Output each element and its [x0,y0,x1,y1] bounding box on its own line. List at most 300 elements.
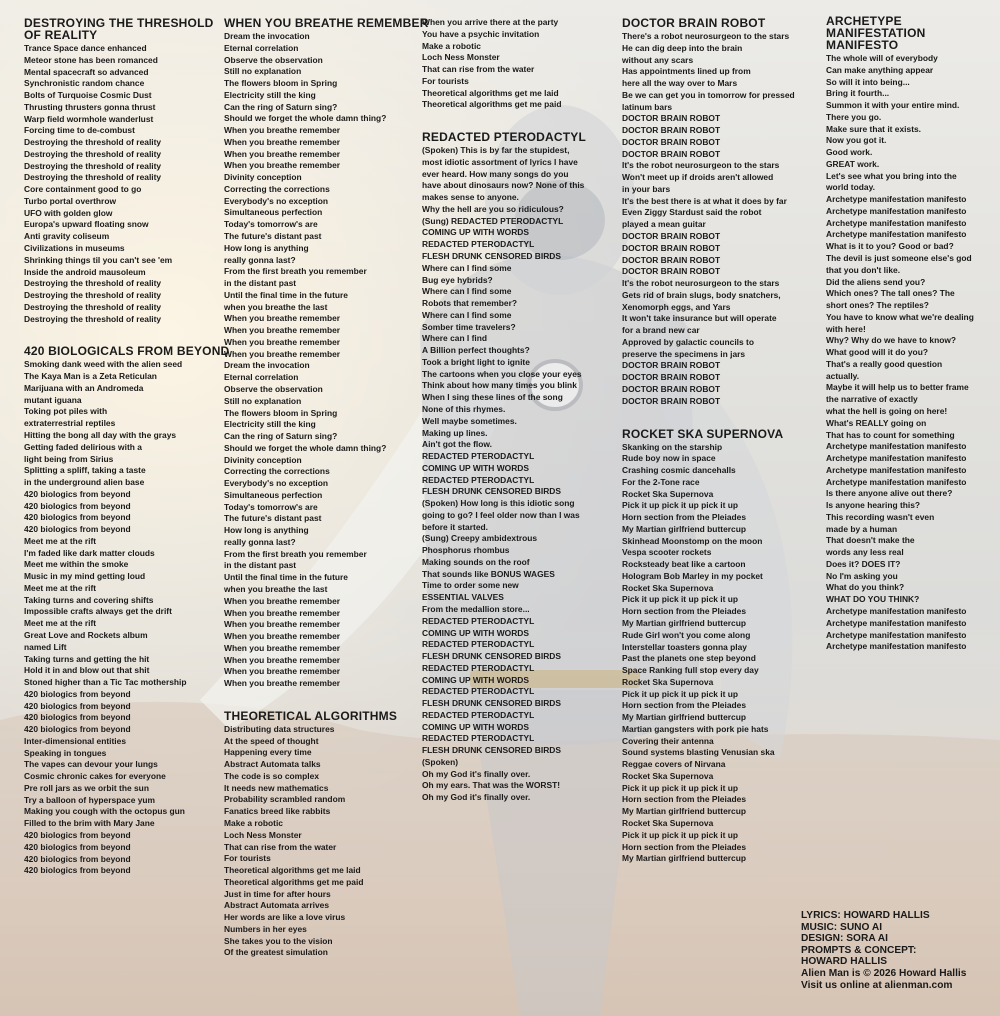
lyric-line: The Kaya Man is a Zeta Reticulan [24,371,157,382]
lyric-line: Theoretical algorithms get me laid [422,87,559,98]
lyric-line: Rocket Ska Supernova [622,770,714,781]
lyric-line: DESIGN: SORA AI [801,933,888,945]
lyric-line: Think about how many times you blink [422,380,577,391]
lyric-line: Destroying the threshold of reality [24,290,162,301]
lyric-line: Marijuana with an Andromeda [24,382,144,393]
lyric-line: No I'm asking you [826,570,898,581]
lyric-line: GREAT work. [826,158,880,169]
lyric-line: DOCTOR BRAIN ROBOT [622,266,721,277]
song-rocket-ska-supernova [622,428,798,866]
lyric-line: What good will it do you? [826,347,928,358]
lyric-line: Theoretical algorithms get me paid [422,99,562,110]
lyric-line: DOCTOR BRAIN ROBOT [622,254,721,265]
lyric-line: When you breathe remember [224,607,341,618]
lyric-line: Observe the observation [224,54,323,65]
lyric-line: most idiotic assortment of lyrics I have [422,156,578,167]
lyric-line: Hold it in and blow out that shit [24,665,150,676]
lyric-line: Dream the invocation [224,360,310,371]
lyric-line: Distributing data structures [224,723,335,734]
lyric-line: Rocket Ska Supernova [622,582,714,593]
lyric-line: Until the final time in the future [224,572,349,583]
lyrics-column-1 [24,17,229,897]
lyric-line: Can the ring of Saturn sing? [224,431,338,442]
lyric-line: Did the aliens send you? [826,276,926,287]
lyric-line: How long is anything [224,242,309,253]
lyric-line: It's the robot neurosurgeon to the stars [622,160,780,171]
lyric-line: actually. [826,370,860,381]
lyric-line: FLESH DRUNK CENSORED BIRDS [422,251,561,262]
lyric-line: The flowers bloom in Spring [224,78,338,89]
lyric-line: Where can I find [422,333,488,344]
lyric-line: Bolts of Turquoise Cosmic Dust [24,90,152,101]
lyric-line: Skinhead Moonstomp on the moon [622,535,763,546]
lyric-line: Let's see what you bring into the [826,170,957,181]
lyric-line: Interstellar toasters gonna play [622,641,747,652]
lyric-line: Horn section from the Pleiades [622,606,747,617]
lyric-line: Oh my ears. That was the WORST! [422,780,561,791]
lyric-line: Warp field wormhole wanderlust [24,113,154,124]
lyric-line: Reggae covers of Nirvana [622,759,726,770]
lyric-line: Alien Man is © 2026 Howard Hallis [801,967,967,979]
lyric-line: (Spoken) This is by far the stupidest, [422,145,570,156]
lyric-line: Past the planets one step beyond [622,653,756,664]
lyric-line: Music in my mind getting loud [24,571,146,582]
lyric-line: Correcting the corrections [224,183,330,194]
song-lyrics [24,359,229,877]
lyric-line: When you breathe remember [224,654,341,665]
lyric-line: That can rise from the water [422,64,535,75]
song-title: ROCKET SKA SUPERNOVA [622,426,784,441]
lyric-line: 420 biologics from beyond [24,712,131,723]
lyric-line: 420 biologics from beyond [24,724,131,735]
lyric-line: My Martian girlfriend buttercup [622,806,747,817]
lyric-line: Sound systems blasting Venusian ska [622,747,775,758]
lyric-line: Loch Ness Monster [224,829,302,840]
lyric-line: COMING UP WITH WORDS [422,627,529,638]
lyric-line: Great Love and Rockets album [24,629,148,640]
lyric-line: From the medallion store... [422,603,530,614]
lyric-line: Divinity conception [224,454,302,465]
lyric-line: UFO with golden glow [24,207,113,218]
lyric-line: The code is so complex [224,770,320,781]
lyric-line: It's the best there is at what it does by far [622,195,787,206]
lyric-line: ever heard. How many songs do you [422,168,569,179]
lyric-line: Core containment good to go [24,184,142,195]
lyric-line: Can the ring of Saturn sing? [224,101,338,112]
lyric-line: Archetype manifestation manifesto [826,229,967,240]
lyric-line: Took a bright light to ignite [422,356,530,367]
lyric-line: mutant iguana [24,394,82,405]
lyric-line: (Spoken) [422,756,459,767]
lyric-line: Phosphorus rhombus [422,545,510,556]
lyric-line: COMING UP WITH WORDS [422,227,529,238]
lyric-line: REDACTED PTERODACTYL [422,615,535,626]
lyric-line: LYRICS: HOWARD HALLIS [801,910,930,921]
lyric-line: Just in time for after hours [224,888,331,899]
lyric-line: Observe the observation [224,383,323,394]
lyric-line: My Martian girlfriend buttercup [622,712,747,723]
lyric-line: Pre roll jars as we orbit the sun [24,782,149,793]
lyric-line: What is it to you? Good or bad? [826,241,954,252]
lyric-line: before it started. [422,521,488,532]
lyric-line: For the 2-Tone race [622,476,700,487]
song-title: REDACTED PTERODACTYL [422,130,587,145]
lyric-line: Still no explanation [224,66,302,77]
lyric-line: Inside the android mausoleum [24,266,146,277]
lyric-line: Destroying the threshold of reality [24,172,162,183]
lyric-line: COMING UP WITH WORDS [422,674,529,685]
lyric-line: that you don't like. [826,264,901,275]
lyric-line: That can rise from the water [224,841,337,852]
lyric-line: That has to count for something [826,429,955,440]
lyric-line: Xenomorph eggs, and Yars [622,301,731,312]
lyric-line: Time to order some new [422,580,519,591]
lyric-line: Making up lines. [422,427,488,438]
lyric-line: DOCTOR BRAIN ROBOT [622,383,721,394]
lyric-line: 420 biologics from beyond [24,865,131,876]
lyric-line: Oh my God it's finally over. [422,768,531,779]
song-lyrics [24,43,229,325]
lyric-line: FLESH DRUNK CENSORED BIRDS [422,486,561,497]
lyric-line: COMING UP WITH WORDS [422,721,529,732]
lyric-line: Hitting the bong all day with the grays [24,429,177,440]
lyric-line: Maybe it will help us to better frame [826,382,969,393]
lyric-line: Trance Space dance enhanced [24,43,147,53]
lyric-line: REDACTED PTERODACTYL [422,709,535,720]
lyric-line: Should we forget the whole damn thing? [224,442,387,453]
lyric-line: When you breathe remember [224,325,341,336]
song-title: DESTROYING THE THRESHOLD OF REALITY [24,16,214,42]
lyric-line: For tourists [422,75,469,86]
lyric-line: Turbo portal overthrow [24,195,117,206]
song-title: DOCTOR BRAIN ROBOT [622,16,766,30]
lyric-line: Destroying the threshold of reality [24,160,162,171]
lyric-line: When you arrive there at the party [422,17,559,27]
lyric-line: It won't take insurance but will operate [622,313,777,324]
lyric-line: Horn section from the Pleiades [622,841,747,852]
lyric-line: Simultaneous perfection [224,207,323,218]
lyric-line: DOCTOR BRAIN ROBOT [622,360,721,371]
lyric-line: There's a robot neurosurgeon to the stars [622,31,790,41]
lyric-line: Destroying the threshold of reality [24,148,162,159]
song-420-biologicals [24,345,229,877]
lyric-line: DOCTOR BRAIN ROBOT [622,148,721,159]
song-doctor-brain-robot [622,17,798,408]
song-title: THEORETICAL ALGORITHMS [224,708,398,723]
lyric-line: Simultaneous perfection [224,489,323,500]
lyric-line: in your bars [622,183,671,194]
lyric-line: Shrinking things til you can't see 'em [24,254,173,265]
lyric-line: Crashing cosmic dancehalls [622,465,736,476]
lyric-line: REDACTED PTERODACTYL [422,733,535,744]
lyric-line: Does it? DOES IT? [826,558,901,569]
lyric-line: From the first breath you remember [224,266,367,277]
song-title: WHEN YOU BREATHE REMEMBER [224,16,429,30]
lyric-line: have about dinosaurs now? None of this [422,180,585,191]
lyric-line: At the speed of thought [224,735,319,746]
lyric-line: Approved by galactic councils to [622,336,754,347]
lyric-line: Has appointments lined up from [622,66,751,77]
lyric-line: Meet me at the rift [24,618,97,629]
lyric-line: When you breathe remember [224,336,341,347]
lyric-line: Probability scrambled random [224,794,346,805]
lyric-line: Martian gangsters with pork pie hats [622,723,769,734]
lyric-line: Make a robotic [422,40,481,51]
lyric-line: DOCTOR BRAIN ROBOT [622,231,721,242]
lyric-line: Ain't got the flow. [422,439,492,450]
lyric-line: My Martian girlfriend buttercup [622,523,747,534]
lyric-line: REDACTED PTERODACTYL [422,239,535,250]
lyric-line: The devil is just someone else's god [826,253,972,264]
lyric-line: Good work. [826,147,873,158]
lyrics-column-3 [422,17,588,824]
lyric-line: When you breathe remember [224,148,341,159]
lyric-line: Why? Why do we have to know? [826,335,957,346]
lyric-line: Rocket Ska Supernova [622,488,714,499]
lyric-line: 420 biologics from beyond [24,488,131,499]
lyric-line: Pick it up pick it up pick it up [622,594,739,605]
lyric-line: Thrusting thrusters gonna thrust [24,101,156,112]
lyric-line: 420 biologics from beyond [24,500,131,511]
lyric-line: DOCTOR BRAIN ROBOT [622,125,721,136]
lyric-line: REDACTED PTERODACTYL [422,686,535,697]
lyric-line: Destroying the threshold of reality [24,301,162,312]
lyric-line: FLESH DRUNK CENSORED BIRDS [422,745,561,756]
lyric-line: Why the hell are you so ridiculous? [422,203,564,214]
lyric-line: He can dig deep into the brain [622,42,743,53]
lyric-line: in the underground alien base [24,477,145,488]
lyric-line: Archetype manifestation manifesto [826,217,967,228]
lyric-line: with here! [826,323,866,334]
song-lyrics [224,31,429,690]
lyrics-column-2 [224,17,429,979]
lyric-line: HOWARD HALLIS [801,956,887,968]
lyric-line: Today's tomorrow's are [224,219,318,230]
lyric-line: I'm faded like dark matter clouds [24,547,155,558]
lyric-line: Archetype manifestation manifesto [826,476,967,487]
lyric-line: DOCTOR BRAIN ROBOT [622,395,721,406]
lyric-line: Archetype manifestation manifesto [826,205,967,216]
lyric-line: Pick it up pick it up pick it up [622,782,739,793]
lyric-line: The future's distant past [224,513,322,524]
lyric-line: Impossible crafts always get the drift [24,606,172,617]
lyric-line: Splitting a spliff, taking a taste [24,465,146,476]
lyric-line: Try a balloon of hyperspace yum [24,794,156,805]
lyric-line: Archetype manifestation manifesto [826,605,967,616]
lyric-line: light being from Sirius [24,453,114,464]
lyric-line: Hologram Bob Marley in my pocket [622,570,763,581]
lyric-line: in the distant past [224,278,297,289]
lyric-line: Space Ranking full stop every day [622,665,759,676]
lyric-line: Synchronistic random chance [24,78,145,89]
lyric-line: Bring it fourth... [826,88,890,99]
lyric-line: FLESH DRUNK CENSORED BIRDS [422,698,561,709]
lyric-line: DOCTOR BRAIN ROBOT [622,113,721,124]
lyric-line: The flowers bloom in Spring [224,407,338,418]
lyric-line: latinum bars [622,101,673,112]
lyric-line: DOCTOR BRAIN ROBOT [622,136,721,147]
lyric-line: Loch Ness Monster [422,52,500,63]
lyric-line: Which ones? The tall ones? The [826,288,955,299]
lyric-line: There you go. [826,111,882,122]
lyric-line: the narrative of exactly [826,394,918,405]
lyric-line: Divinity conception [224,172,302,183]
lyric-line: 420 biologics from beyond [24,841,131,852]
lyric-line: When you breathe remember [224,313,341,324]
lyric-line: When you breathe remember [224,125,341,136]
lyrics-column-4 [622,17,798,885]
lyric-line: Covering their antenna [622,735,714,746]
lyric-line: Speaking in tongues [24,747,107,758]
song-lyrics [422,17,588,111]
lyric-line: When you breathe remember [224,678,341,689]
lyric-line: REDACTED PTERODACTYL [422,639,535,650]
lyric-line: 420 biologics from beyond [24,688,131,699]
song-theoretical-algorithms-continued [422,17,588,111]
lyric-line: REDACTED PTERODACTYL [422,451,535,462]
lyric-line: Rocksteady beat like a cartoon [622,559,746,570]
lyric-line: Archetype manifestation manifesto [826,617,967,628]
lyric-line: DOCTOR BRAIN ROBOT [622,242,721,253]
lyric-line: Rocket Ska Supernova [622,676,714,687]
song-title: ARCHETYPE MANIFESTATION MANIFESTO [826,14,926,52]
lyric-line: When you breathe remember [224,160,341,171]
lyric-line: really gonna last? [224,254,296,265]
lyrics-column-5 [826,15,996,673]
lyric-line: Cosmic chronic cakes for everyone [24,771,166,782]
lyric-line: REDACTED PTERODACTYL [422,474,535,485]
lyric-line: Everybody's no exception [224,195,329,206]
lyric-line: played a mean guitar [622,219,706,230]
lyric-line: Eternal correlation [224,42,299,53]
song-when-you-breathe-remember [224,17,429,690]
lyric-line: Of the greatest simulation [224,947,328,958]
lyric-line: Horn section from the Pleiades [622,794,747,805]
lyric-line: When you breathe remember [224,348,341,359]
lyric-line: Should we forget the whole damn thing? [224,113,387,124]
lyric-line: COMING UP WITH WORDS [422,462,529,473]
lyric-line: 420 biologics from beyond [24,700,131,711]
lyric-line: Meet me at the rift [24,582,97,593]
lyric-line: Pick it up pick it up pick it up [622,688,739,699]
lyric-line: named Lift [24,641,67,652]
song-lyrics [422,145,588,804]
lyric-line: Make a robotic [224,818,283,828]
song-archetype-manifestation-manifesto [826,15,996,653]
lyric-line: Archetype manifestation manifesto [826,641,967,652]
lyric-line: Skanking on the starship [622,441,723,452]
lyric-line: Archetype manifestation manifesto [826,441,967,452]
lyric-line: When you breathe remember [224,642,341,653]
lyric-line: Theoretical algorithms get me laid [224,865,361,876]
lyric-line: Horn section from the Pleiades [622,512,747,523]
lyric-line: Everybody's no exception [224,478,329,489]
lyric-line: Meet me at the rift [24,535,97,546]
lyric-line: Vespa scooter rockets [622,547,712,558]
lyric-line: Destroying the threshold of reality [24,313,162,324]
lyric-line: Oh my God it's finally over. [422,792,531,803]
lyric-line: Archetype manifestation manifesto [826,453,967,464]
lyric-line: My Martian girlfriend buttercup [622,853,747,864]
lyric-line: Summon it with your entire mind. [826,100,960,111]
lyric-line: Theoretical algorithms get me paid [224,876,364,887]
lyric-line: Eternal correlation [224,372,299,383]
lyric-line: here all the way over to Mars [622,78,738,89]
lyric-line: makes sense to anyone. [422,192,519,203]
lyric-line: When you breathe remember [224,136,341,147]
lyric-line: This recording wasn't even [826,511,935,522]
lyric-line: going to go? I feel older now than I was [422,509,580,520]
song-theoretical-algorithms [224,710,429,959]
lyric-line: 420 biologics from beyond [24,830,131,840]
song-lyrics [622,442,798,866]
lyric-line: Now you got it. [826,135,887,146]
lyric-line: extraterrestrial reptiles [24,418,116,429]
lyric-line: Europa's upward floating snow [24,219,149,230]
lyric-line: without any scars [622,54,694,65]
lyric-line: None of this rhymes. [422,403,506,414]
lyric-line: Visit us online at alienman.com [801,979,953,991]
lyric-line: Even Ziggy Stardust said the robot [622,207,762,218]
lyric-line: That sounds like BONUS WAGES [422,568,555,579]
lyric-line: Won't meet up if droids aren't allowed [622,172,774,183]
lyric-line: When I sing these lines of the song [422,392,563,403]
lyric-line: Somber time travelers? [422,321,516,332]
lyric-line: When you breathe remember [224,595,341,606]
lyric-line: For tourists [224,853,271,864]
lyric-line: From the first breath you remember [224,548,367,559]
lyric-line: Is there anyone alive out there? [826,488,953,499]
lyric-line: words any less real [826,547,904,558]
lyric-line: Be we can get you in tomorrow for pressed [622,89,795,100]
lyric-line: Archetype manifestation manifesto [826,194,967,205]
lyric-line: Destroying the threshold of reality [24,278,162,289]
lyric-line: Dream the invocation [224,31,310,41]
lyric-line: When you breathe remember [224,619,341,630]
lyric-line: Making sounds on the roof [422,556,530,567]
lyric-line: Rocket Ska Supernova [622,818,714,828]
lyric-line: Can make anything appear [826,64,934,75]
lyric-line: Forcing time to de-combust [24,125,135,136]
lyric-line: That doesn't make the [826,535,915,546]
lyric-line: made by a human [826,523,898,534]
lyric-line: for a brand new car [622,325,700,336]
lyric-line: REDACTED PTERODACTYL [422,662,535,673]
lyric-line: Inter-dimensional entities [24,735,127,746]
lyric-line: really gonna last? [224,536,296,547]
lyric-line: Where can I find some [422,262,512,273]
lyric-line: Horn section from the Pleiades [622,700,747,711]
lyric-line: Civilizations in museums [24,243,125,254]
lyric-line: what the hell is going on here! [826,405,948,416]
lyric-line: Pick it up pick it up pick it up [622,500,739,511]
credits-lines [801,910,996,991]
lyric-line: PROMPTS & CONCEPT: [801,944,917,956]
lyric-line: Electricity still the king [224,89,316,100]
lyric-line: Making you cough with the octopus gun [24,806,185,817]
lyric-line: in the distant past [224,560,297,571]
lyric-line: That's a really good question [826,358,943,369]
lyric-line: Anti gravity coliseum [24,231,110,242]
lyric-line: Pick it up pick it up pick it up [622,829,739,840]
lyric-line: (Sung) Creepy ambidextrous [422,533,538,544]
lyric-line: Electricity still the king [224,419,316,430]
lyric-line: Meet me within the smoke [24,559,129,570]
lyric-line: Getting faded delirious with a [24,441,142,452]
lyric-line: You have to know what we're dealing [826,311,974,322]
lyric-line: Archetype manifestation manifesto [826,464,967,475]
song-redacted-pterodactyl [422,131,588,804]
